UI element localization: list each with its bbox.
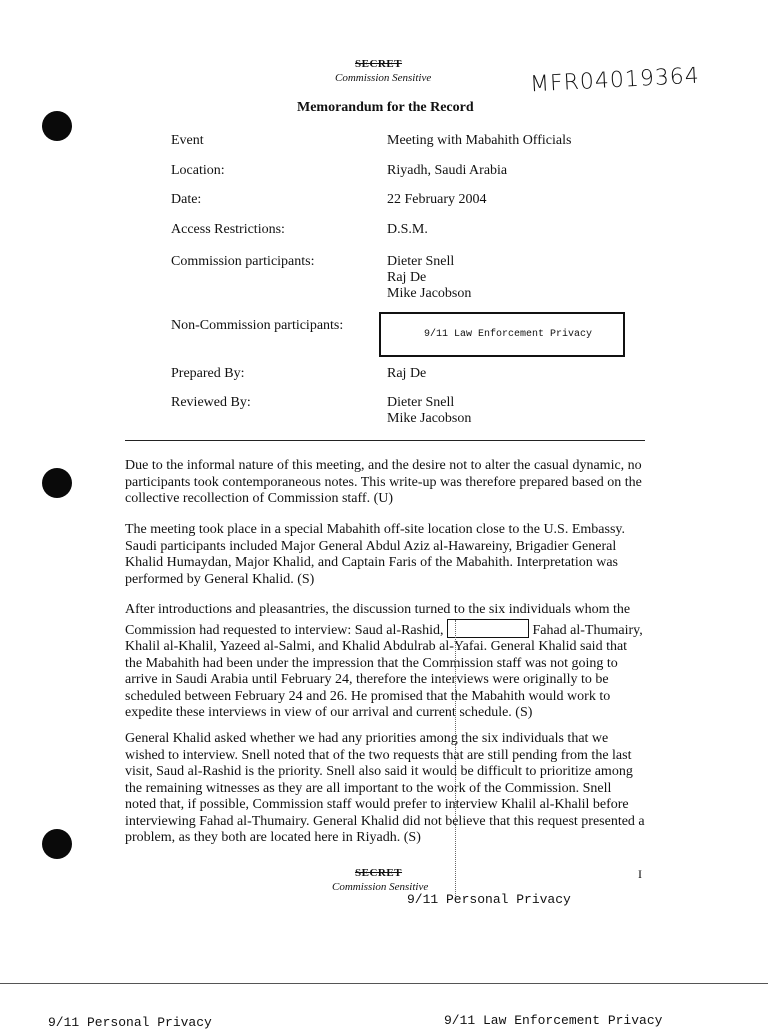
bottom-right-redaction-label: 9/11 Law Enforcement Privacy [444,1013,663,1028]
field-value-access: D.S.M. [387,222,428,237]
footer-sensitivity-label: Commission Sensitive [332,881,429,893]
page-mark: I [638,867,642,881]
sensitivity-label: Commission Sensitive [335,72,432,84]
field-value-participant-1: Dieter Snell [387,254,455,269]
paragraph-2: The meeting took place in a special Mabahith off-site location close to the U.S. Embassy. Saudi participants included Major General Abdul Aziz al-Hawareiny, Brigadier General Khalid Humaydan, Major Khalid, and Captain Faris of the Mabahith. Interpretation was performed by General Khalid. (S) [125,522,625,587]
paragraph-1: Due to the informal nature of this meeting, and the desire not to alter the casual dynamic, no participants took contemporaneous notes. This write-up was therefore prepared based on the collective recollection of Commission staff. (U) [125,458,642,506]
paragraph-3-part-a: After introductions and pleasantries, the discussion turned to the six individuals whom the Commission had requested to interview: Saud al-Rashid, [125,602,631,638]
field-value-location: Riyadh, Saudi Arabia [387,163,508,178]
paragraph-3 [125,602,645,722]
footer-personal-privacy: 9/11 Personal Privacy [407,892,571,907]
classification-marking: SECRET [355,58,403,70]
field-label-reviewed-by: Reviewed By: [171,395,251,410]
header-divider [125,440,645,441]
field-label-access: Access Restrictions: [171,222,285,237]
page-title: Memorandum for the Record [297,100,474,115]
field-value-prepared-by: Raj De [387,366,427,381]
field-value-reviewer-1: Dieter Snell [387,395,455,410]
field-label-non-commission-participants: Non-Commission participants: [171,318,344,333]
handwritten-document-id: MFR04019364 [529,63,701,98]
bottom-left-redaction-label: 9/11 Personal Privacy [48,1015,212,1030]
binder-hole-top [42,111,72,141]
paragraph-4: General Khalid asked whether we had any priorities among the six individuals that we wished to interview. Snell noted that of the two requests that are still pending from the last visit, Saud al-Rashid is the priority. Snell also said it would be difficult to prioritize among the remaining witnesses as they are all important to the work of the Commission. Snell noted that, if possible, Commission staff would prefer to interview Khalil al-Khalil before interviewing Fahad al-Thumairy. General Khalid did not believe that this request presented a problem, as they both are located here in Riyadh. (S) [125,731,645,845]
field-value-participant-3: Mike Jacobson [387,286,472,301]
field-label-location: Location: [171,163,225,178]
footer-classification-marking: SECRET [355,867,403,879]
field-value-event: Meeting with Mabahith Officials [387,133,572,148]
field-value-participant-2: Raj De [387,270,427,285]
paragraph-3-part-b: Fahad al-Thumairy, Khalil al-Khalil, Yazeed al-Salmi, and Khalid Abdulrab al-Yafai. General Khalid said that the Mabahith had been under the impression that the Commission staff was not going to arrive in Saudi Arabia until February 24, therefore the interviews were originally to be scheduled between February 24 and 26. He promised that the Mabahith would work to expedite these interviews in view of our arrival and current schedule. (S) [125,622,643,720]
scan-line-mark [455,620,456,900]
redaction-label: 9/11 Law Enforcement Privacy [424,329,593,340]
binder-hole-bottom [42,829,72,859]
field-label-prepared-by: Prepared By: [171,366,245,381]
field-value-date: 22 February 2004 [387,192,487,207]
redaction-box-law-enforcement [379,312,625,357]
field-value-reviewer-2: Mike Jacobson [387,411,472,426]
field-label-date: Date: [171,192,202,207]
inline-redaction-box [447,619,529,638]
bottom-rule [0,983,768,984]
field-label-commission-participants: Commission participants: [171,254,315,269]
field-label-event: Event [171,133,204,148]
binder-hole-middle [42,468,72,498]
